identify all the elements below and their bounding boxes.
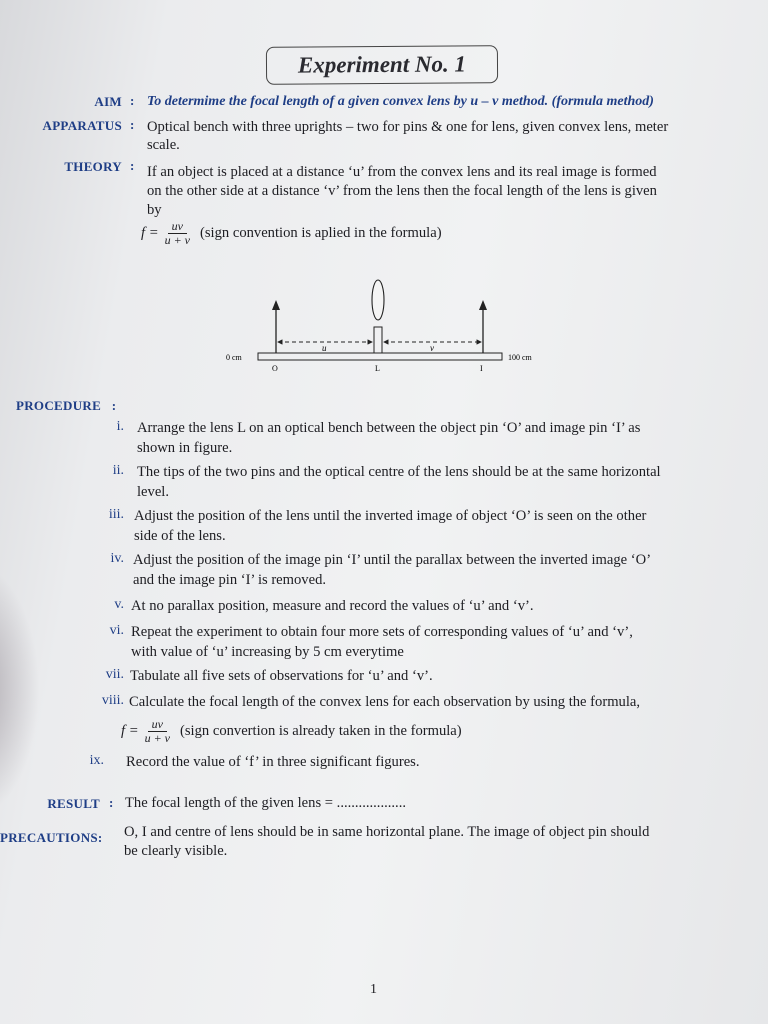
procedure-item-number: vi. (109, 623, 124, 638)
apparatus-colon: : (130, 117, 135, 132)
aim-text: To determime the focal length of a given convex lens by u – v method. (formula method) (147, 94, 654, 109)
theory-label: THEORY (64, 159, 122, 174)
procedure-label-text: PROCEDURE (16, 398, 102, 413)
proc-formula-denominator: u + v (144, 731, 170, 745)
experiment-title: Experiment No. 1 (297, 51, 467, 78)
formula-numerator: uv (168, 220, 187, 234)
apparatus-label: APPARATUS (42, 118, 122, 133)
lens-holder (374, 327, 382, 353)
aim-label: AIM (94, 94, 122, 109)
procedure-item-number: ii. (112, 463, 124, 478)
procedure-item-line-1: The tips of the two pins and the optical centre of the lens should be at the same horizontal (137, 464, 661, 480)
optical-bench-diagram (220, 270, 550, 380)
result-colon: : (109, 795, 114, 810)
procedure-item-line-1: Tabulate all five sets of observations for ‘u’ and ‘v’. (130, 668, 433, 684)
procedure-item-number: iv. (110, 551, 124, 566)
theory-line-3: by (147, 202, 162, 218)
image-pin-tip (479, 300, 487, 310)
precautions-line-1: O, I and centre of lens should be in same horizontal plane. The image of object pin should (124, 824, 650, 840)
procedure-formula (121, 718, 462, 745)
proc-formula-note: (sign convertion is already taken in the formula) (180, 723, 462, 739)
label-O: O (272, 364, 278, 373)
procedure-item-number: ix. (89, 753, 104, 768)
object-pin-tip (272, 300, 280, 310)
convex-lens (372, 280, 384, 320)
label-0cm: 0 cm (226, 353, 242, 362)
procedure-item-line-1: At no parallax position, measure and record the values of ‘u’ and ‘v’. (131, 598, 534, 614)
procedure-item-line-1: Arrange the lens L on an optical bench between the object pin ‘O’ and image pin ‘I’ as (137, 420, 641, 436)
label-100cm: 100 cm (508, 353, 532, 362)
label-v: v (430, 343, 434, 353)
formula-note: (sign convention is aplied in the formula) (200, 225, 442, 241)
bench-scale (258, 353, 502, 360)
theory-colon: : (130, 158, 135, 173)
procedure-item-line-2: level. (137, 484, 170, 500)
procedure-item-line-2: and the image pin ‘I’ is removed. (133, 572, 327, 588)
label-L: L (375, 364, 380, 373)
formula-denominator: u + v (164, 233, 190, 247)
procedure-item-number: v. (114, 597, 124, 612)
proc-formula-lhs: f = (121, 723, 139, 739)
procedure-item-line-2: with value of ‘u’ increasing by 5 cm everytime (131, 644, 404, 660)
procedure-item-line-1: Calculate the focal length of the convex lens for each observation by using the formula, (129, 694, 641, 710)
procedure-item-number: iii. (108, 507, 124, 522)
theory-formula (141, 220, 442, 247)
theory-line-1: If an object is placed at a distance ‘u’ from the convex lens and its real image is formed (147, 164, 657, 180)
formula-lhs: f = (141, 225, 159, 241)
precautions-label: PRECAUTIONS: (0, 830, 103, 845)
formula-fraction (161, 220, 194, 247)
procedure-item-line-2: side of the lens. (134, 528, 226, 544)
label-I: I (480, 364, 483, 373)
apparatus-line-1: Optical bench with three uprights – two for pins & one for lens, given convex lens, meter (147, 119, 669, 135)
aim-colon: : (130, 93, 135, 108)
procedure-item-line-1: Adjust the position of the lens until the inverted image of object ‘O’ is seen on the other (134, 508, 647, 524)
page-shadow (0, 560, 40, 820)
procedure-item-line-1: Record the value of ‘f’ in three significant figures. (126, 754, 420, 770)
precautions-line-2: be clearly visible. (124, 843, 228, 859)
procedure-item-line-1: Repeat the experiment to obtain four more sets of corresponding values of ‘u’ and ‘v’, (131, 624, 633, 640)
proc-formula-numerator: uv (148, 718, 167, 732)
procedure-item-line-1: Adjust the position of the image pin ‘I’ until the parallax between the inverted image ‘O’ (133, 552, 652, 568)
label-u: u (322, 343, 327, 353)
procedure-item-number: i. (116, 419, 124, 434)
apparatus-line-2: scale. (147, 137, 180, 153)
procedure-item-number: vii. (105, 667, 124, 682)
page-number: 1 (370, 982, 377, 997)
procedure-item-number: viii. (101, 693, 124, 708)
procedure-colon: : (104, 398, 117, 413)
procedure-label (16, 398, 116, 414)
proc-formula-fraction (141, 718, 174, 745)
result-text: The focal length of the given lens = ................... (125, 795, 406, 811)
experiment-title-box (266, 45, 498, 85)
procedure-item-line-2: shown in figure. (137, 440, 233, 456)
result-label: RESULT (47, 796, 100, 811)
theory-line-2: on the other side at a distance ‘v’ from the lens then the focal length of the lens is given (147, 183, 657, 199)
